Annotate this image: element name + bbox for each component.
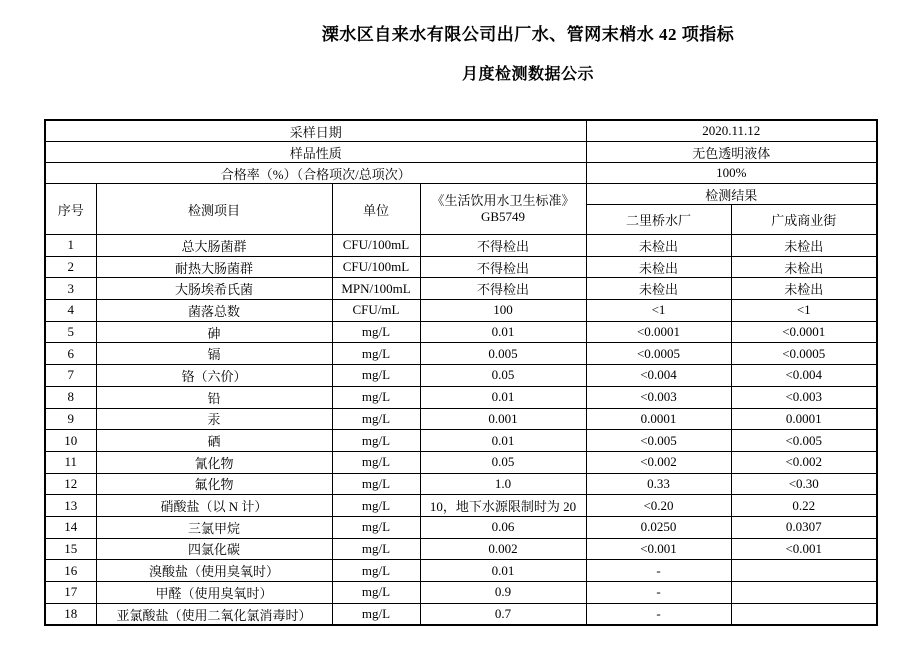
- row-item: 甲醛（使用臭氧时）: [96, 582, 332, 604]
- row-result-site1: 0.0001: [586, 408, 731, 430]
- table-row: [45, 343, 877, 365]
- row-item: 铅: [96, 386, 332, 408]
- row-item: 氟化物: [96, 473, 332, 495]
- standard-title: 《生活饮用水卫生标准》: [431, 192, 575, 208]
- row-result-site1: <0.0001: [586, 321, 731, 343]
- document-heading: [138, 24, 918, 84]
- row-result-site1: 未检出: [586, 235, 731, 257]
- table-row: [45, 278, 877, 300]
- row-result-site1: <1: [586, 300, 731, 322]
- row-index: 8: [45, 386, 96, 408]
- row-unit: mg/L: [332, 495, 420, 517]
- row-index: 14: [45, 516, 96, 538]
- row-result-site2: <0.002: [731, 451, 877, 473]
- row-standard: 0.01: [420, 321, 586, 343]
- table-row: [45, 386, 877, 408]
- row-result-site1: <0.005: [586, 430, 731, 452]
- row-result-site2: <0.001: [731, 538, 877, 560]
- row-result-site2: <0.30: [731, 473, 877, 495]
- row-unit: mg/L: [332, 516, 420, 538]
- row-result-site1: 0.33: [586, 473, 731, 495]
- col-header-index: 序号: [45, 184, 96, 235]
- row-unit: mg/L: [332, 451, 420, 473]
- row-item: 三氯甲烷: [96, 516, 332, 538]
- row-result-site2: 0.0307: [731, 516, 877, 538]
- row-result-site2: 未检出: [731, 278, 877, 300]
- table-row: [45, 560, 877, 582]
- row-standard: 不得检出: [420, 235, 586, 257]
- row-index: 10: [45, 430, 96, 452]
- row-index: 6: [45, 343, 96, 365]
- row-standard: 0.01: [420, 560, 586, 582]
- row-item: 四氯化碳: [96, 538, 332, 560]
- info-row-sampling-date: [45, 120, 877, 142]
- row-result-site1: 未检出: [586, 278, 731, 300]
- table-row: [45, 538, 877, 560]
- row-unit: mg/L: [332, 365, 420, 387]
- table-row: [45, 430, 877, 452]
- row-item: 铬（六价）: [96, 365, 332, 387]
- water-quality-table: [44, 119, 878, 626]
- row-result-site1: 未检出: [586, 256, 731, 278]
- row-index: 7: [45, 365, 96, 387]
- table-row: [45, 300, 877, 322]
- row-index: 4: [45, 300, 96, 322]
- row-index: 9: [45, 408, 96, 430]
- row-result-site2: <0.003: [731, 386, 877, 408]
- row-standard: 0.005: [420, 343, 586, 365]
- row-result-site1: <0.20: [586, 495, 731, 517]
- row-result-site2: 0.0001: [731, 408, 877, 430]
- row-standard: 0.01: [420, 430, 586, 452]
- table-row: [45, 321, 877, 343]
- row-item: 溴酸盐（使用臭氧时）: [96, 560, 332, 582]
- table-row: [45, 582, 877, 604]
- row-index: 13: [45, 495, 96, 517]
- row-unit: mg/L: [332, 430, 420, 452]
- row-index: 12: [45, 473, 96, 495]
- row-item: 硒: [96, 430, 332, 452]
- row-item: 硝酸盐（以 N 计）: [96, 495, 332, 517]
- row-result-site1: <0.004: [586, 365, 731, 387]
- row-unit: mg/L: [332, 538, 420, 560]
- row-unit: MPN/100mL: [332, 278, 420, 300]
- row-standard: 0.9: [420, 582, 586, 604]
- col-header-site1: 二里桥水厂: [586, 205, 731, 235]
- row-result-site2: 未检出: [731, 256, 877, 278]
- table-row: [45, 235, 877, 257]
- col-header-site2: 广成商业街: [731, 205, 877, 235]
- row-unit: mg/L: [332, 386, 420, 408]
- info-value: 2020.11.12: [586, 120, 877, 142]
- row-standard: 100: [420, 300, 586, 322]
- row-unit: mg/L: [332, 603, 420, 625]
- row-unit: CFU/100mL: [332, 235, 420, 257]
- row-index: 5: [45, 321, 96, 343]
- row-unit: mg/L: [332, 408, 420, 430]
- row-unit: mg/L: [332, 582, 420, 604]
- table-row: [45, 495, 877, 517]
- row-item: 亚氯酸盐（使用二氧化氯消毒时）: [96, 603, 332, 625]
- info-label: 合格率（%）（合格项次/总项次）: [45, 163, 586, 184]
- row-standard: 0.7: [420, 603, 586, 625]
- row-result-site2: <0.0005: [731, 343, 877, 365]
- info-value: 无色透明液体: [586, 142, 877, 163]
- row-item: 汞: [96, 408, 332, 430]
- row-item: 总大肠菌群: [96, 235, 332, 257]
- row-result-site2: <0.005: [731, 430, 877, 452]
- col-header-item: 检测项目: [96, 184, 332, 235]
- row-result-site1: <0.003: [586, 386, 731, 408]
- row-index: 17: [45, 582, 96, 604]
- row-unit: mg/L: [332, 560, 420, 582]
- row-standard: 0.01: [420, 386, 586, 408]
- row-result-site2: [731, 603, 877, 625]
- row-standard: 不得检出: [420, 256, 586, 278]
- row-result-site1: <0.002: [586, 451, 731, 473]
- row-item: 砷: [96, 321, 332, 343]
- row-result-site2: <1: [731, 300, 877, 322]
- row-unit: mg/L: [332, 473, 420, 495]
- column-header-row: [45, 184, 877, 205]
- row-result-site1: <0.0005: [586, 343, 731, 365]
- info-row-pass-rate: [45, 163, 877, 184]
- col-header-unit: 单位: [332, 184, 420, 235]
- row-result-site1: -: [586, 582, 731, 604]
- table-row: [45, 603, 877, 625]
- row-result-site2: <0.004: [731, 365, 877, 387]
- row-unit: mg/L: [332, 321, 420, 343]
- info-label: 采样日期: [45, 120, 586, 142]
- table-row: [45, 408, 877, 430]
- info-row-sample-nature: [45, 142, 877, 163]
- row-index: 16: [45, 560, 96, 582]
- row-index: 3: [45, 278, 96, 300]
- row-item: 耐热大肠菌群: [96, 256, 332, 278]
- row-index: 1: [45, 235, 96, 257]
- row-result-site1: -: [586, 560, 731, 582]
- row-standard: 0.06: [420, 516, 586, 538]
- row-item: 氰化物: [96, 451, 332, 473]
- row-index: 18: [45, 603, 96, 625]
- row-standard: 10，地下水源限制时为 20: [420, 495, 586, 517]
- col-header-standard: [420, 184, 586, 235]
- row-result-site2: <0.0001: [731, 321, 877, 343]
- table-row: [45, 473, 877, 495]
- info-label: 样品性质: [45, 142, 586, 163]
- row-result-site2: [731, 582, 877, 604]
- col-header-results-group: 检测结果: [586, 184, 877, 205]
- row-standard: 0.002: [420, 538, 586, 560]
- row-result-site1: -: [586, 603, 731, 625]
- row-standard: 0.001: [420, 408, 586, 430]
- row-result-site2: [731, 560, 877, 582]
- table-row: [45, 365, 877, 387]
- table-row: [45, 516, 877, 538]
- row-standard: 不得检出: [420, 278, 586, 300]
- row-standard: 1.0: [420, 473, 586, 495]
- row-item: 菌落总数: [96, 300, 332, 322]
- row-unit: CFU/100mL: [332, 256, 420, 278]
- info-value: 100%: [586, 163, 877, 184]
- row-item: 大肠埃希氏菌: [96, 278, 332, 300]
- standard-code: GB5749: [480, 209, 526, 224]
- row-index: 2: [45, 256, 96, 278]
- page-title: 溧水区自来水有限公司出厂水、管网末梢水 42 项指标: [321, 25, 735, 44]
- table-row: [45, 256, 877, 278]
- data-rows: [45, 235, 877, 626]
- row-item: 镉: [96, 343, 332, 365]
- row-result-site1: 0.0250: [586, 516, 731, 538]
- row-standard: 0.05: [420, 365, 586, 387]
- page-subtitle: 月度检测数据公示: [461, 66, 594, 83]
- row-result-site2: 0.22: [731, 495, 877, 517]
- table-row: [45, 451, 877, 473]
- row-unit: CFU/mL: [332, 300, 420, 322]
- row-result-site1: <0.001: [586, 538, 731, 560]
- row-index: 11: [45, 451, 96, 473]
- row-unit: mg/L: [332, 343, 420, 365]
- row-result-site2: 未检出: [731, 235, 877, 257]
- row-standard: 0.05: [420, 451, 586, 473]
- row-index: 15: [45, 538, 96, 560]
